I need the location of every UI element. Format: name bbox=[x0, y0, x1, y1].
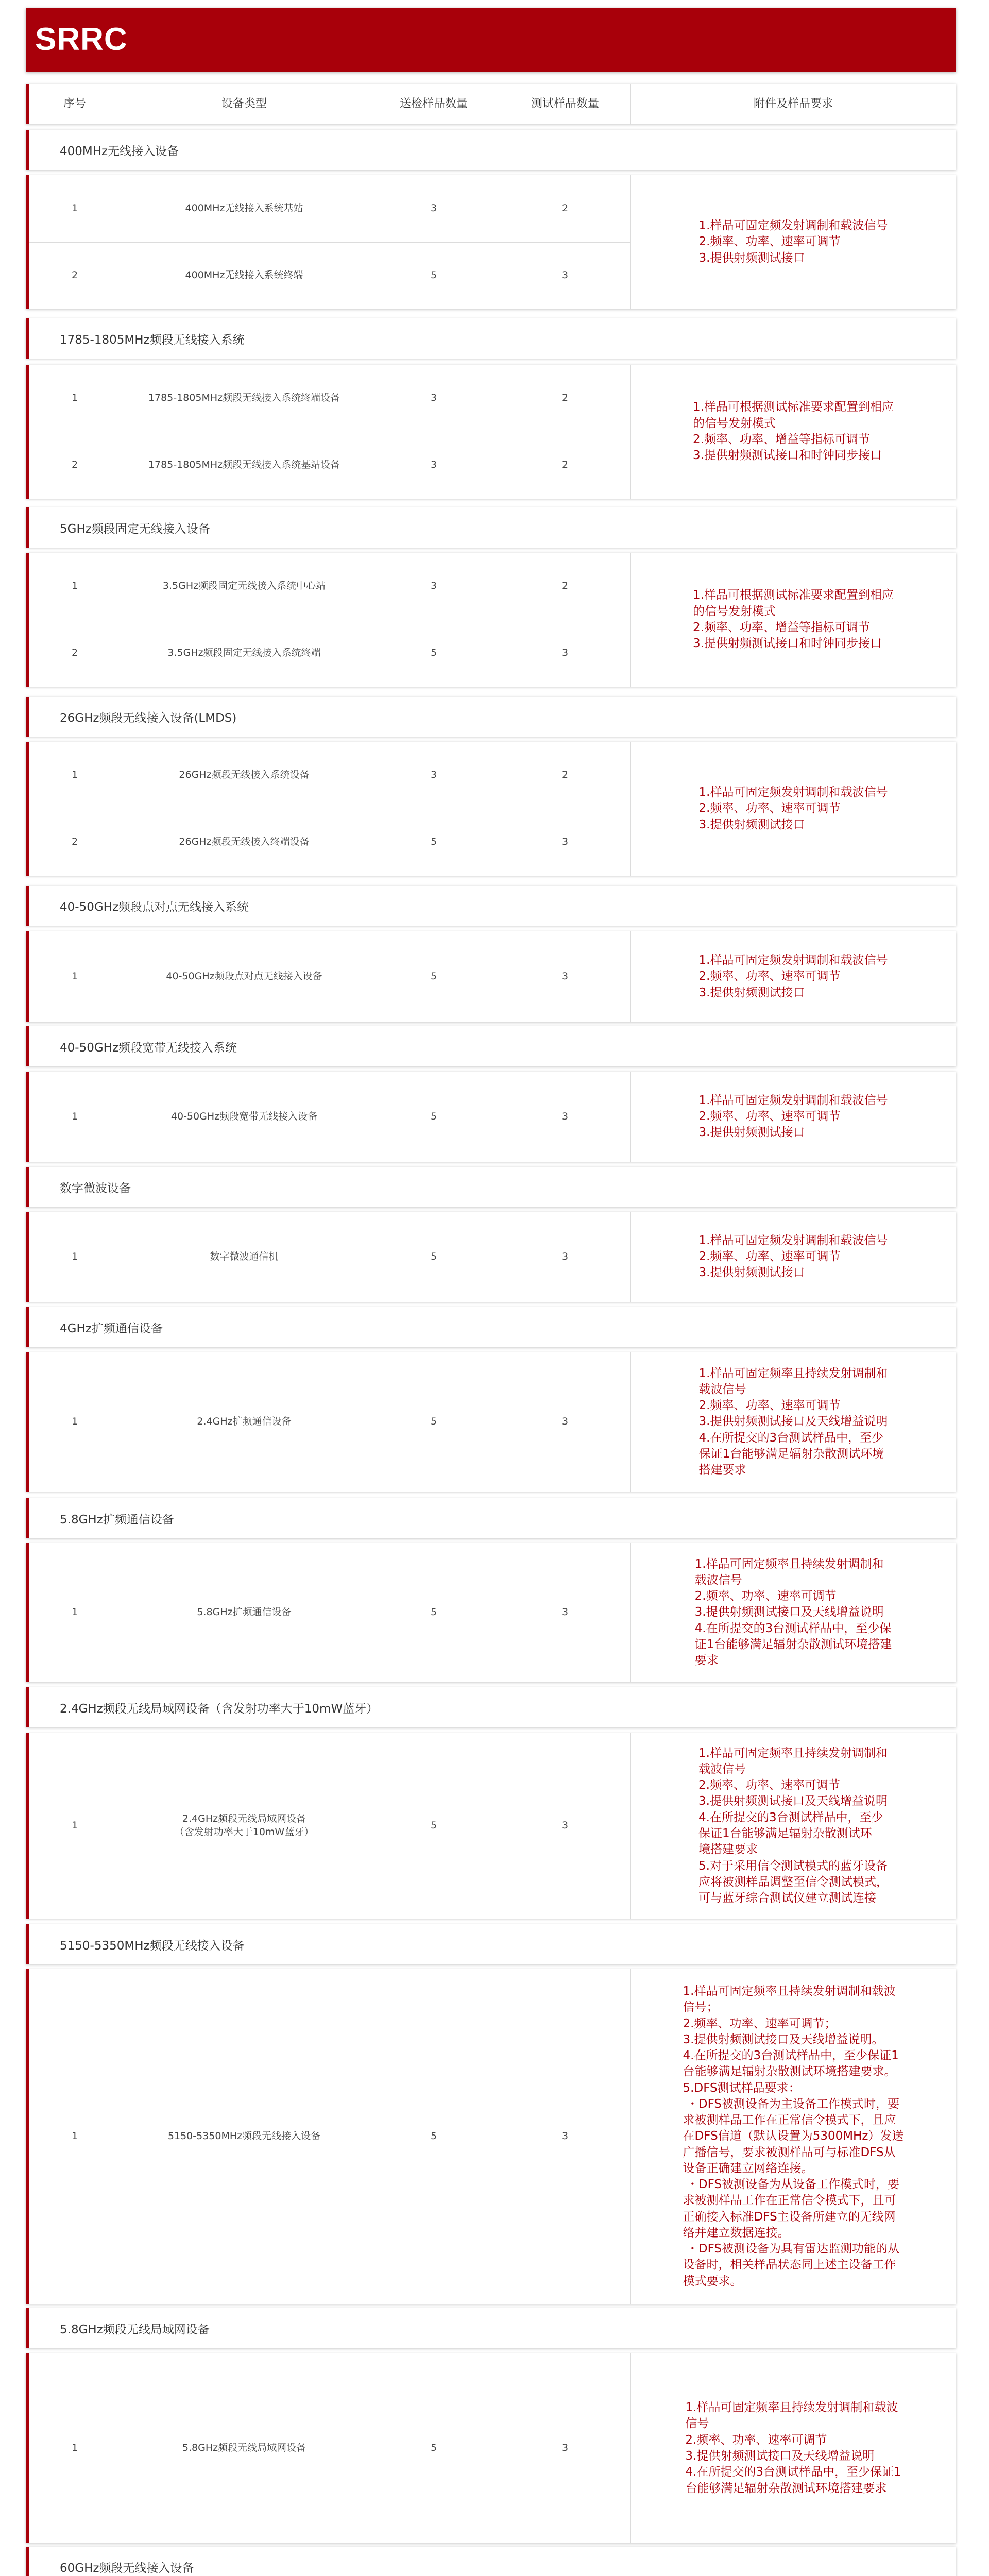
section-title-bar bbox=[26, 1167, 956, 1207]
row-number: 1 bbox=[71, 1250, 78, 1262]
row-device-type: 3.5GHz频段固定无线接入系统中心站 bbox=[162, 580, 326, 592]
row-test-count: 2 bbox=[561, 769, 569, 781]
section-body bbox=[26, 1969, 956, 2304]
section-body bbox=[26, 931, 956, 1022]
requirement-cell bbox=[630, 1969, 956, 2304]
section-body bbox=[26, 553, 956, 687]
col-header-type: 设备类型 bbox=[221, 97, 267, 111]
row-submit-count: 3 bbox=[430, 459, 437, 471]
row-test-count: 3 bbox=[561, 269, 569, 281]
section-body bbox=[26, 2353, 956, 2543]
row-device-type: 2.4GHz频段无线局域网设备 （含发射功率大于10mW蓝牙） bbox=[174, 1813, 314, 1838]
row-test-count: 2 bbox=[561, 392, 569, 404]
row-submit-count: 5 bbox=[430, 1110, 437, 1122]
requirement-text: 1.样品可固定频发射调制和载波信号 2.频率、功率、速率可调节 3.提供射频测试接口 bbox=[698, 1093, 888, 1140]
section-title: 26GHz频段无线接入设备(LMDS) bbox=[60, 711, 237, 725]
requirement-cell bbox=[630, 365, 956, 499]
row-test-count: 3 bbox=[561, 2130, 569, 2142]
requirement-cell bbox=[630, 742, 956, 876]
requirement-cell bbox=[630, 931, 956, 1022]
section-body bbox=[26, 1543, 956, 1682]
row-number: 2 bbox=[71, 459, 78, 471]
row-test-count: 2 bbox=[561, 202, 569, 214]
row-test-count: 2 bbox=[561, 459, 569, 471]
table-header bbox=[26, 84, 956, 124]
section-title-bar bbox=[26, 2308, 956, 2348]
section-title-bar bbox=[26, 697, 956, 737]
row-device-type: 2.4GHz扩频通信设备 bbox=[197, 1416, 292, 1428]
row-number: 1 bbox=[71, 2442, 78, 2454]
section-title: 1785-1805MHz频段无线接入系统 bbox=[60, 333, 245, 347]
section-title: 4GHz扩频通信设备 bbox=[60, 1321, 163, 1335]
section-body bbox=[26, 1352, 956, 1492]
requirement-cell bbox=[630, 1352, 956, 1492]
row-test-count: 3 bbox=[561, 647, 569, 659]
row-device-type: 5150-5350MHz频段无线接入设备 bbox=[167, 2130, 321, 2142]
row-test-count: 3 bbox=[561, 1606, 569, 1618]
requirement-text: 1.样品可固定频率且持续发射调制和 载波信号 2.频率、功率、速率可调节 3.提供射频测试接口及天线增益说明 4.在所提交的3台测试样品中，至少 保证1台能够满足辐射杂散测试环 境搭建要求 5.对于采用信令测试模式的蓝牙设备 应将被测样品调整至信令测试模式， 可与蓝牙综合测试仪建立测试连接 bbox=[698, 1746, 888, 1905]
row-number: 1 bbox=[71, 580, 78, 592]
section-body bbox=[26, 1072, 956, 1162]
section-body bbox=[26, 742, 956, 876]
row-test-count: 3 bbox=[561, 1250, 569, 1262]
requirement-cell bbox=[630, 553, 956, 687]
requirement-cell bbox=[630, 1733, 956, 1919]
row-submit-count: 5 bbox=[430, 1606, 437, 1618]
row-device-type: 5.8GHz频段无线局域网设备 bbox=[182, 2442, 306, 2454]
section-title-bar bbox=[26, 886, 956, 926]
row-device-type: 40-50GHz频段点对点无线接入设备 bbox=[166, 971, 322, 982]
row-device-type: 1785-1805MHz频段无线接入系统基站设备 bbox=[148, 459, 340, 471]
row-number: 1 bbox=[71, 971, 78, 982]
row-test-count: 3 bbox=[561, 971, 569, 982]
requirement-text: 1.样品可固定频率且持续发射调制和 载波信号 2.频率、功率、速率可调节 3.提供射频测试接口及天线增益说明 4.在所提交的3台测试样品中，至少保 证1台能够满足辐射杂散测试环境搭建 要求 bbox=[694, 1557, 892, 1668]
row-number: 1 bbox=[71, 1110, 78, 1122]
requirement-text: 1.样品可固定频发射调制和载波信号 2.频率、功率、速率可调节 3.提供射频测试接口 bbox=[698, 786, 888, 832]
row-test-count: 3 bbox=[561, 2442, 569, 2454]
section-body bbox=[26, 365, 956, 499]
row-number: 2 bbox=[71, 647, 78, 659]
section-title: 400MHz无线接入设备 bbox=[60, 144, 179, 158]
row-submit-count: 3 bbox=[430, 392, 437, 404]
section-title: 40-50GHz频段点对点无线接入系统 bbox=[60, 900, 249, 914]
row-submit-count: 5 bbox=[430, 1250, 437, 1262]
row-test-count: 3 bbox=[561, 1820, 569, 1832]
section-title-bar bbox=[26, 318, 956, 359]
row-device-type: 400MHz无线接入系统基站 bbox=[185, 202, 303, 214]
requirement-text: 1.样品可根据测试标准要求配置到相应 的信号发射模式 2.频率、功率、增益等指标可调节 3.提供射频测试接口和时钟同步接口 bbox=[693, 588, 894, 651]
requirement-text: 1.样品可固定频发射调制和载波信号 2.频率、功率、速率可调节 3.提供射频测试接口 bbox=[698, 1233, 888, 1280]
row-number: 1 bbox=[71, 1606, 78, 1618]
col-header-no: 序号 bbox=[63, 97, 86, 111]
row-number: 1 bbox=[71, 1820, 78, 1832]
requirement-text: 1.样品可固定频发射调制和载波信号 2.频率、功率、速率可调节 3.提供射频测试接口 bbox=[698, 219, 888, 265]
row-number: 1 bbox=[71, 1416, 78, 1428]
row-submit-count: 5 bbox=[430, 647, 437, 659]
row-submit-count: 5 bbox=[430, 1416, 437, 1428]
requirement-cell bbox=[630, 2353, 956, 2543]
requirement-text: 1.样品可固定频率且持续发射调制和载波 信号 2.频率、功率、速率可调节 3.提供射频测试接口及天线增益说明 4.在所提交的3台测试样品中，至少保证1 台能够满足辐射杂散测试环境搭建要求 bbox=[685, 2401, 901, 2495]
row-test-count: 3 bbox=[561, 1416, 569, 1428]
row-number: 2 bbox=[71, 836, 78, 848]
row-number: 2 bbox=[71, 269, 78, 281]
row-device-type: 400MHz无线接入系统终端 bbox=[185, 269, 303, 281]
row-device-type: 1785-1805MHz频段无线接入系统终端设备 bbox=[148, 392, 340, 404]
section-title: 5150-5350MHz频段无线接入设备 bbox=[60, 1939, 245, 1953]
requirement-cell bbox=[630, 1212, 956, 1302]
requirement-text: 1.样品可固定频率且持续发射调制和 载波信号 2.频率、功率、速率可调节 3.提供射频测试接口及天线增益说明 4.在所提交的3台测试样品中，至少 保证1台能够满足辐射杂散测试环境 搭建要求 bbox=[698, 1366, 888, 1477]
section-title-bar bbox=[26, 1498, 956, 1538]
section-body bbox=[26, 1733, 956, 1919]
section-body bbox=[26, 175, 956, 309]
row-submit-count: 3 bbox=[430, 202, 437, 214]
row-number: 1 bbox=[71, 392, 78, 404]
row-device-type: 26GHz频段无线接入系统设备 bbox=[179, 769, 310, 781]
row-submit-count: 5 bbox=[430, 2442, 437, 2454]
row-number: 1 bbox=[71, 202, 78, 214]
section-body bbox=[26, 1212, 956, 1302]
requirement-text: 1.样品可固定频发射调制和载波信号 2.频率、功率、速率可调节 3.提供射频测试接口 bbox=[698, 954, 888, 999]
section-title: 5GHz频段固定无线接入设备 bbox=[60, 522, 210, 536]
section-title-bar bbox=[26, 1307, 956, 1347]
row-submit-count: 5 bbox=[430, 2130, 437, 2142]
row-number: 1 bbox=[71, 2130, 78, 2142]
brand-banner bbox=[26, 8, 956, 72]
row-device-type: 26GHz频段无线接入终端设备 bbox=[179, 836, 310, 848]
row-submit-count: 5 bbox=[430, 971, 437, 982]
section-title: 60GHz频段无线接入设备 bbox=[60, 2561, 194, 2575]
section-title: 数字微波设备 bbox=[60, 1181, 131, 1195]
section-title-bar bbox=[26, 1924, 956, 1964]
section-title: 2.4GHz频段无线局域网设备（含发射功率大于10mW蓝牙） bbox=[60, 1702, 379, 1716]
row-submit-count: 5 bbox=[430, 1820, 437, 1832]
row-device-type: 数字微波通信机 bbox=[210, 1250, 279, 1262]
requirement-text: 1.样品可根据测试标准要求配置到相应 的信号发射模式 2.频率、功率、增益等指标可调节 3.提供射频测试接口和时钟同步接口 bbox=[693, 400, 894, 463]
requirement-cell bbox=[630, 1543, 956, 1682]
section-title: 40-50GHz频段宽带无线接入系统 bbox=[60, 1041, 237, 1055]
section-title-bar bbox=[26, 1687, 956, 1727]
section-title-bar bbox=[26, 130, 956, 170]
row-device-type: 5.8GHz扩频通信设备 bbox=[197, 1606, 292, 1618]
row-submit-count: 3 bbox=[430, 769, 437, 781]
row-submit-count: 5 bbox=[430, 269, 437, 281]
row-submit-count: 3 bbox=[430, 580, 437, 592]
requirement-text: 1.样品可固定频率且持续发射调制和载波 信号； 2.频率、功率、速率可调节； 3.提供射频测试接口及天线增益说明。 4.在所提交的3台测试样品中，至少保证1 台能够满足辐射杂散测试环境搭建要求。 5.DFS测试样品要求： ・DFS被测设备为主设备工作模式时，要 求被测样品工作在正常信令模式下，且应 在DFS信道（默认设置为5300MHz）发送 广播信号，要求被测样品可与标准DFS从 设备正确建立网络连接。 ・DFS被测设备为从设备工作模式时，要 求被测样品工作在正常信令模式下，且可 正确接入标准DFS主设备所建立的无线网 络并建立数据连接。 ・DFS被测设备为具有雷达监测功能的从 设备时，相关样品状态同上述主设备工作 模式要求。 bbox=[683, 1984, 904, 2288]
brand-title: SRRC bbox=[35, 22, 128, 57]
section-title-bar bbox=[26, 507, 956, 548]
row-test-count: 2 bbox=[561, 580, 569, 592]
requirement-cell bbox=[630, 1072, 956, 1162]
row-device-type: 3.5GHz频段固定无线接入系统终端 bbox=[167, 647, 321, 659]
section-title: 5.8GHz扩频通信设备 bbox=[60, 1513, 174, 1527]
col-header-submit: 送检样品数量 bbox=[399, 97, 468, 111]
row-submit-count: 5 bbox=[430, 836, 437, 848]
row-test-count: 3 bbox=[561, 836, 569, 848]
col-header-test: 测试样品数量 bbox=[531, 97, 599, 111]
section-title-bar bbox=[26, 2547, 956, 2576]
col-header-requirement: 附件及样品要求 bbox=[753, 97, 833, 111]
row-device-type: 40-50GHz频段宽带无线接入设备 bbox=[170, 1110, 318, 1122]
row-number: 1 bbox=[71, 769, 78, 781]
row-test-count: 3 bbox=[561, 1110, 569, 1122]
requirement-cell bbox=[630, 175, 956, 309]
section-title: 5.8GHz频段无线局域网设备 bbox=[60, 2323, 210, 2336]
section-title-bar bbox=[26, 1026, 956, 1066]
